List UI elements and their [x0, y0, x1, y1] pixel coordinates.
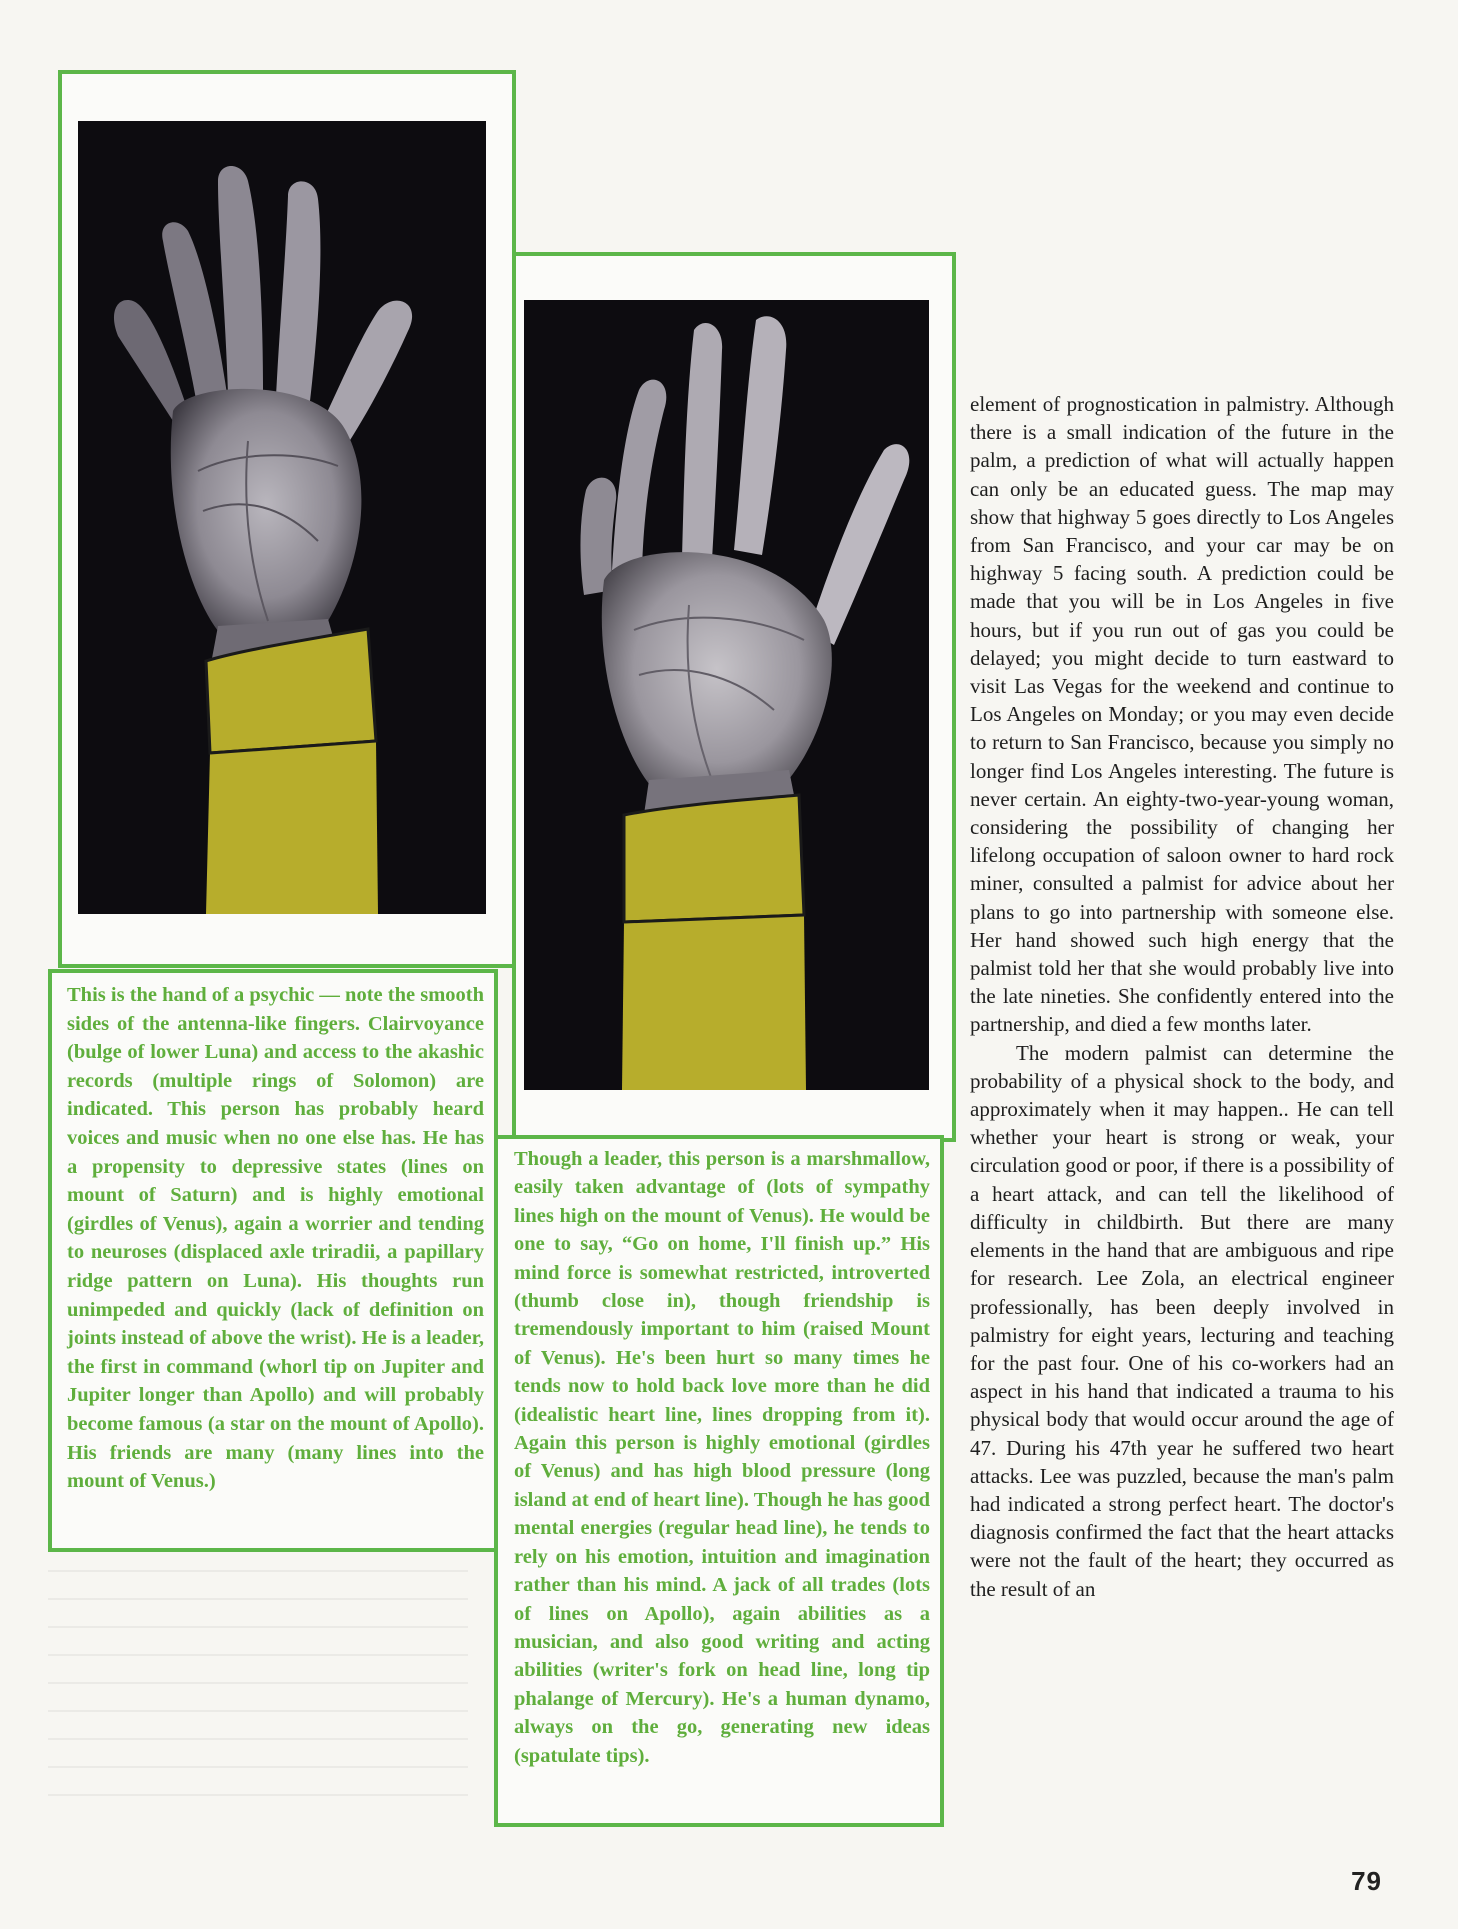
- article-paragraph: The modern palmist can determine the probability of a physical shock to the body, and approximately when it may happen.. He can tell whether your heart is strong or weak, your circulation good or poor, if there is a possibility of a heart attack, and can tell the likelihood of difficulty in childbirth. But there are many elements in the hand that are ambiguous and ripe for research. Lee Zola, an electrical engineer professionally, has been deeply involved in palmistry for eight years, lecturing and teaching for the past four. One of his co-workers had an aspect in his hand that indicated a trauma to his physical body that would occur around the age of 47. During his 47th year he suffered two heart attacks. Lee was puzzled, because the man's palm had indicated a strong perfect heart. The doctor's diagnosis confirmed the fact that the heart attacks were not the fault of the heart; they occurred as the result of an: [970, 1040, 1394, 1601]
- article-body: [970, 390, 1394, 1603]
- psychic-hand-photo: [78, 121, 486, 914]
- psychic-hand-caption: This is the hand of a psychic — note the smooth sides of the antenna-like fingers. Clairvoyance (bulge of lower Luna) and access to the akashic records (multiple rings of Solomon) are indicated. This person has probably heard voices and music when no one else has. He has a propensity to depressive states (lines on mount of Saturn) and is highly emotional (girdles of Venus), again a worrier and tending to neuroses (displaced axle triradii, a papillary ridge pattern on Luna). His thoughts run unimpeded and quickly (lack of definition on joints instead of above the wrist). He is a leader, the first in command (whorl tip on Jupiter and Jupiter longer than Apollo) and will probably become famous (a star on the mount of Apollo). His friends are many (many lines into the mount of Venus.): [48, 969, 498, 1552]
- leader-hand-caption: Though a leader, this person is a marshmallow, easily taken advantage of (lots of sympathy lines high on the mount of Venus). He would be one to say, “Go on home, I'll finish up.” His mind force is somewhat restricted, introverted (thumb close in), though friendship is tremendously important to him (raised Mount of Venus). He's been hurt so many times he tends now to hold back love more than he did (idealistic heart line, lines dropping from it). Again this person is highly emotional (girdles of Venus) and has high blood pressure (long island at end of heart line). Though he has good mental energies (regular head line), he tends to rely on his emotion, intuition and imagination rather than his mind. A jack of all trades (lots of lines on Apollo), again abilities as a musician, and also good writing and acting abilities (writer's fork on head line, long tip phalange of Mercury). He's a human dynamo, always on the go, generating new ideas (spatulate tips).: [494, 1135, 944, 1827]
- show-through-text: [48, 1570, 468, 1810]
- hand-illustration-left: [78, 121, 486, 914]
- article-paragraph: element of prognostication in palmistry. Although there is a small indication of the future in the palm, a prediction of what will actually happen can only be an educated guess. The map may show that highway 5 goes directly to Los Angeles from San Francisco, and your car may be on highway 5 facing south. A prediction could be made that you will be in Los Angeles in five hours, but if you run out of gas you could be delayed; you might decide to turn eastward to visit Las Vegas for the weekend and continue to Los Angeles on Monday; or you may even decide to return to San Francisco, because you simply no longer find Los Angeles interesting. The future is never certain. An eighty-two-year-young woman, considering the possibility of changing her lifelong occupation of saloon owner to hard rock miner, consulted a palmist for advice about her plans to go into partnership with someone else. Her hand showed such high energy that the palmist told her that she would probably live into the late nineties. She confidently entered into the partnership, and died a few months later.: [970, 392, 1394, 1037]
- page-number: 79: [1351, 1866, 1382, 1896]
- hand-illustration-right: [524, 300, 929, 1090]
- leader-hand-photo: [524, 300, 929, 1090]
